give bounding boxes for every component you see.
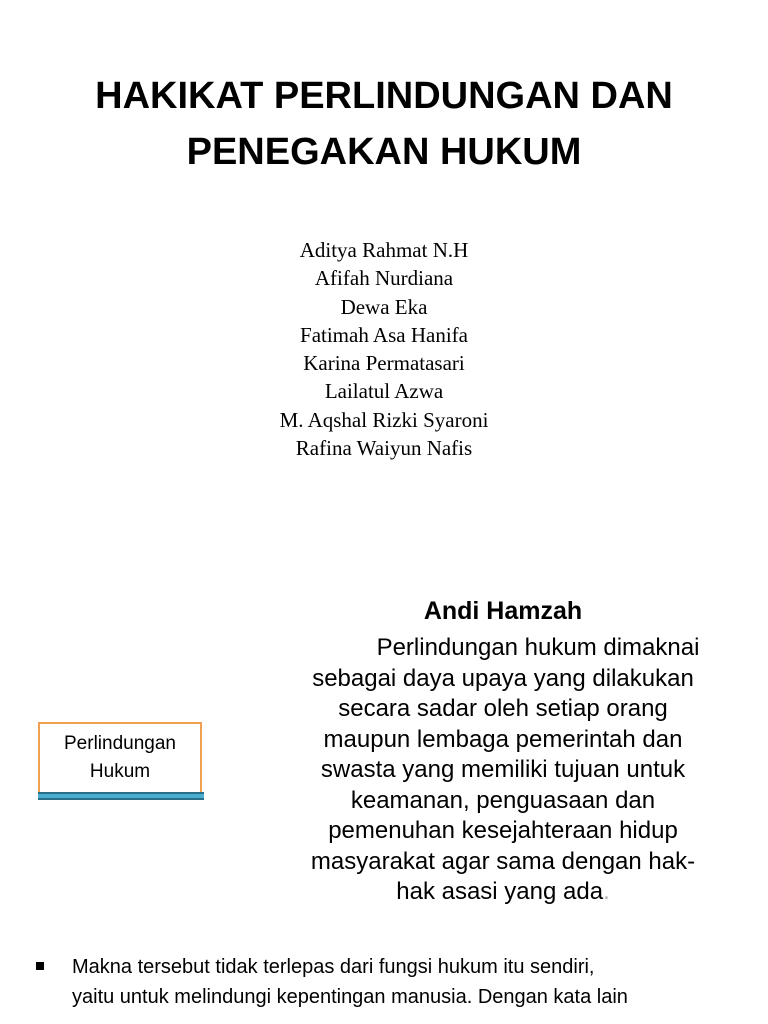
quote-line: swasta yang memiliki tujuan untuk xyxy=(320,756,686,783)
square-bullet-icon xyxy=(36,962,44,970)
quote-body xyxy=(262,633,744,908)
slide-title xyxy=(0,68,768,180)
author-name: Fatimah Asa Hanifa xyxy=(300,322,468,347)
slide-title-line-1: HAKIKAT PERLINDUNGAN DAN xyxy=(95,75,673,117)
author-name: Afifah Nurdiana xyxy=(314,266,454,291)
quote-line: hak asasi yang ada xyxy=(396,878,604,905)
bullet-line: yaitu untuk melindungi kepentingan manusia. Dengan kata lain xyxy=(72,986,628,1008)
author-name: Lailatul Azwa xyxy=(324,379,444,404)
author-name: Karina Permatasari xyxy=(303,351,465,376)
quote-line: Perlindungan hukum dimaknai xyxy=(376,634,700,661)
author-name: Dewa Eka xyxy=(340,294,428,319)
quote-last-line xyxy=(262,877,744,908)
quote-line: maupun lembaga pemerintah dan xyxy=(323,725,683,753)
quote-line: secara sadar oleh setiap orang xyxy=(338,695,668,722)
author-name: M. Aqshal Rizki Syaroni xyxy=(279,407,489,432)
quote-line: keamanan, penguasaan dan xyxy=(350,786,656,814)
topic-label-underline-bar xyxy=(38,792,204,800)
bullet-item xyxy=(36,952,736,1012)
author-name: Aditya Rahmat N.H xyxy=(299,238,469,262)
quote-line: pemenuhan kesejahteraan hidup xyxy=(328,817,678,844)
topic-label-text xyxy=(40,730,200,786)
bullet-list xyxy=(36,952,736,1012)
quote-period: . xyxy=(603,878,610,905)
topic-label-line-2: Hukum xyxy=(89,761,151,782)
slide-title-line-2: PENEGAKAN HUKUM xyxy=(186,131,582,173)
author-name: Rafina Waiyun Nafis xyxy=(295,436,473,461)
topic-label-box xyxy=(38,722,202,792)
quote-line: masyarakat agar sama dengan hak- xyxy=(310,847,696,875)
quote-author: Andi Hamzah xyxy=(423,597,583,625)
topic-label-line-1: Perlindungan xyxy=(64,733,176,754)
author-list xyxy=(0,236,768,462)
bullet-line: Makna tersebut tidak terlepas dari fungsi hukum itu sendiri, xyxy=(72,956,595,978)
quote-line: sebagai daya upaya yang dilakukan xyxy=(312,664,694,692)
